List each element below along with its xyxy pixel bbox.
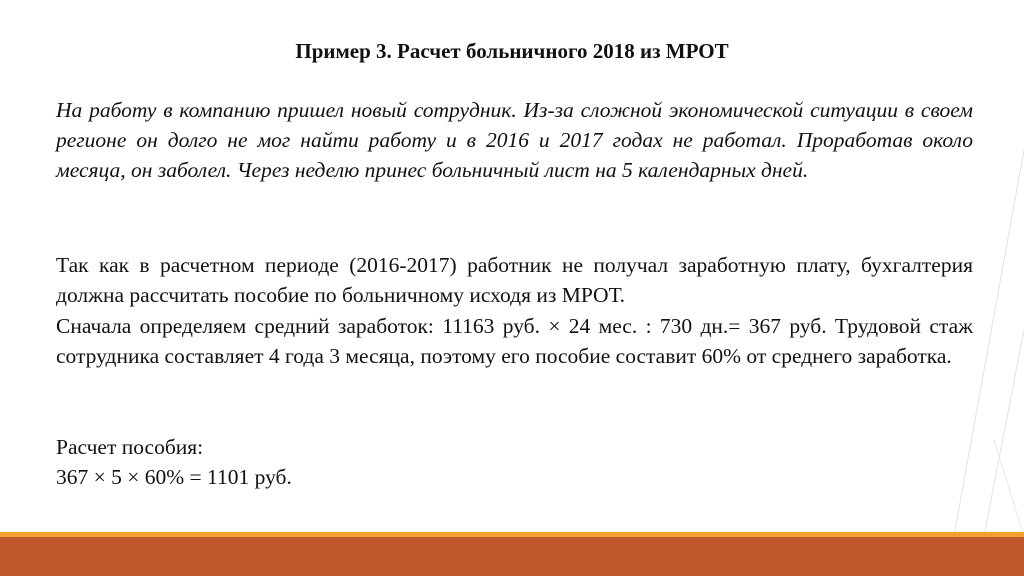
corner-line-2 — [984, 330, 1024, 536]
bottom-bar — [0, 537, 1024, 576]
benefit-calculation — [56, 432, 973, 492]
calculation-basis: Так как в расчетном периоде (2016-2017) работник не получал заработную плату, бухгалтерия должна рассчитать пособие по больничному исходя из МРОТ. — [56, 253, 973, 307]
average-earnings-calculation: Сначала определяем средний заработок: 11163 руб. × 24 мес. : 730 дн.= 367 руб. Трудовой стаж сотрудника составляет 4 года 3 месяца, поэтому его пособие составит 60% от среднего заработка. — [56, 314, 973, 368]
benefit-calculation-formula: 367 × 5 × 60% = 1101 руб. — [56, 465, 292, 489]
benefit-calculation-label: Расчет пособия: — [56, 435, 204, 459]
slide-title: Пример 3. Расчет больничного 2018 из МРОТ — [295, 39, 729, 63]
case-description: На работу в компанию пришел новый сотрудник. Из-за сложной экономической ситуации в своем регионе он долго не мог найти работу и в 2016 и 2017 годах не работал. Проработав около месяца, он заболел. Через неделю принес больничный лист на 5 календарных дней. — [56, 98, 973, 182]
corner-line-3 — [994, 440, 1024, 536]
